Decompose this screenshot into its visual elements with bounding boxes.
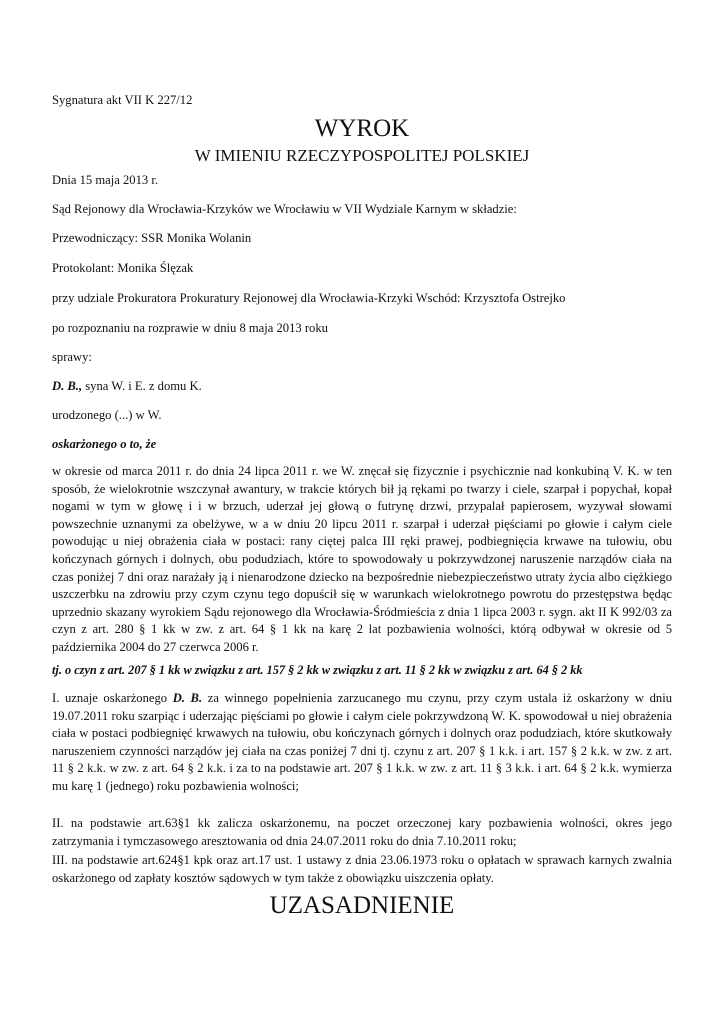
defendant-birth: urodzonego (...) w W. bbox=[52, 408, 162, 422]
court-clerk: Protokolant: Monika Ślęzak bbox=[52, 261, 194, 275]
judgment-title: WYROK bbox=[314, 115, 410, 142]
point1-text: za winnego popełnienia zarzucanego mu czynu, przy czym ustala iż oskarżony w dniu 19.07.2011 roku szarpiąc i uderzając pięściami po głowie i całym ciele pokrzywdzoną W. K. spowodował u niej obrażenia ciała w postaci podbiegnięć krwawych na tułowiu, obu kończynach górnych i dolnych oraz podudziach, które skutkowały naruszeniem czynności narządów jej ciała na czas poniżej 7 dni tj. czynu z art. 207 § 1 k.k. i art. 157 § 2 k.k. w zw. z art. 11 § 2 k.k. w zw. z art. 64 § 2 k.k. i za to na podstawie art. 207 § 1 k.k. w zw. z art. 11 § 3 k.k. i art. 64 § 2 k.k. wymierza mu karę 1 (jednego) roku pozbawienia wolności; bbox=[52, 691, 672, 793]
defendant-line bbox=[52, 378, 672, 396]
judgment-date: Dnia 15 maja 2013 r. bbox=[52, 173, 158, 187]
charge-description: w okresie od marca 2011 r. do dnia 24 lipca 2011 r. we W. znęcał się fizycznie i psychicznie nad konkubiną V. K. w ten sposób, że wielokrotnie wszczynał awantury, w trakcie których bił ją rękami po twarzy i ciele, szarpał i popychał, kopał nogami w tym w głowę i i w brzuch, uderzał jej głową o futrynę drzwi, przypalał papierosem, wyzywał słowami powszechnie uznanymi za obelżywe, w a w dniu 20 lipcu 2011 r. szarpał i uderzał pięściami po głowie i całym ciele powodując u niej obrażenia ciała w postaci: rany ciętej palca III ręki prawej, podbiegnięcia krwawe na tułowiu, obu kończynach górnych i dolnych, obu podudziach, które to spowodowały u pokrzywdzonej naruszenie narządów ciała na czas poniżej 7 dni oraz narażały ją i nienarodzone dziecko na bezpośrednie niebezpieczeństwo utraty życia albo ciężkiego uszczerbku na zdrowiu przy czym czynu tego dopuścił się w warunkach wielokrotnego powrotu do przestępstwa będąc uprzednio skazany wyrokiem Sądu rejonowego dla Wrocławia-Śródmieścia z dnia 1 lipca 2003 r. sygn. akt II K 992/03 za czyn z art. 280 § 1 kk w zw. z art. 64 § 1 kk na karę 2 lat pozbawienia wolności, którą odbywał w okresie od 5 października 2004 do 27 czerwca 2006 r. bbox=[52, 464, 672, 654]
judgment-subtitle: W IMIENIU RZECZYPOSPOLITEJ POLSKIEJ bbox=[194, 146, 530, 165]
case-signature: Sygnatura akt VII K 227/12 bbox=[52, 93, 193, 107]
court-composition: Sąd Rejonowy dla Wrocławia-Krzyków we Wrocławiu w VII Wydziale Karnym w składzie: bbox=[52, 202, 517, 216]
verdict-point-1 bbox=[52, 690, 672, 796]
hearing-date: po rozpoznaniu na rozprawie w dniu 8 maja 2013 roku bbox=[52, 321, 328, 335]
point1-defendant-name: D. B. bbox=[172, 691, 203, 705]
legal-qualification: tj. o czyn z art. 207 § 1 kk w związku z art. 157 § 2 kk w związku z art. 11 § 2 kk w związku z art. 64 § 2 kk bbox=[52, 663, 583, 677]
prosecutor: przy udziale Prokuratora Prokuratury Rejonowej dla Wrocławia-Krzyki Wschód: Krzysztofa Ostrejko bbox=[52, 291, 566, 305]
defendant-name: D. B., bbox=[52, 379, 83, 393]
presiding-judge: Przewodniczący: SSR Monika Wolanin bbox=[52, 231, 252, 245]
defendant-parents: syna W. i E. z domu K. bbox=[82, 379, 202, 393]
point1-prefix: I. uznaje oskarżonego bbox=[52, 691, 173, 705]
verdict-point-3: III. na podstawie art.624§1 kpk oraz art.17 ust. 1 ustawy z dnia 23.06.1973 roku o opłatach w sprawach karnych zwalnia oskarżonego od zapłaty kosztów sądowych w tym także z obowiązku uiszczenia opłaty. bbox=[52, 853, 672, 885]
justification-title: UZASADNIENIE bbox=[269, 892, 455, 919]
accused-of-heading: oskarżonego o to, że bbox=[52, 437, 157, 451]
verdict-point-2: II. na podstawie art.63§1 kk zalicza oskarżonemu, na poczet orzeczonej kary pozbawienia wolności, okres jego zatrzymania i tymczasowego aresztowania od dnia 24.07.2011 roku do dnia 7.10.2011 roku; bbox=[52, 816, 672, 848]
case-label: sprawy: bbox=[52, 350, 92, 364]
